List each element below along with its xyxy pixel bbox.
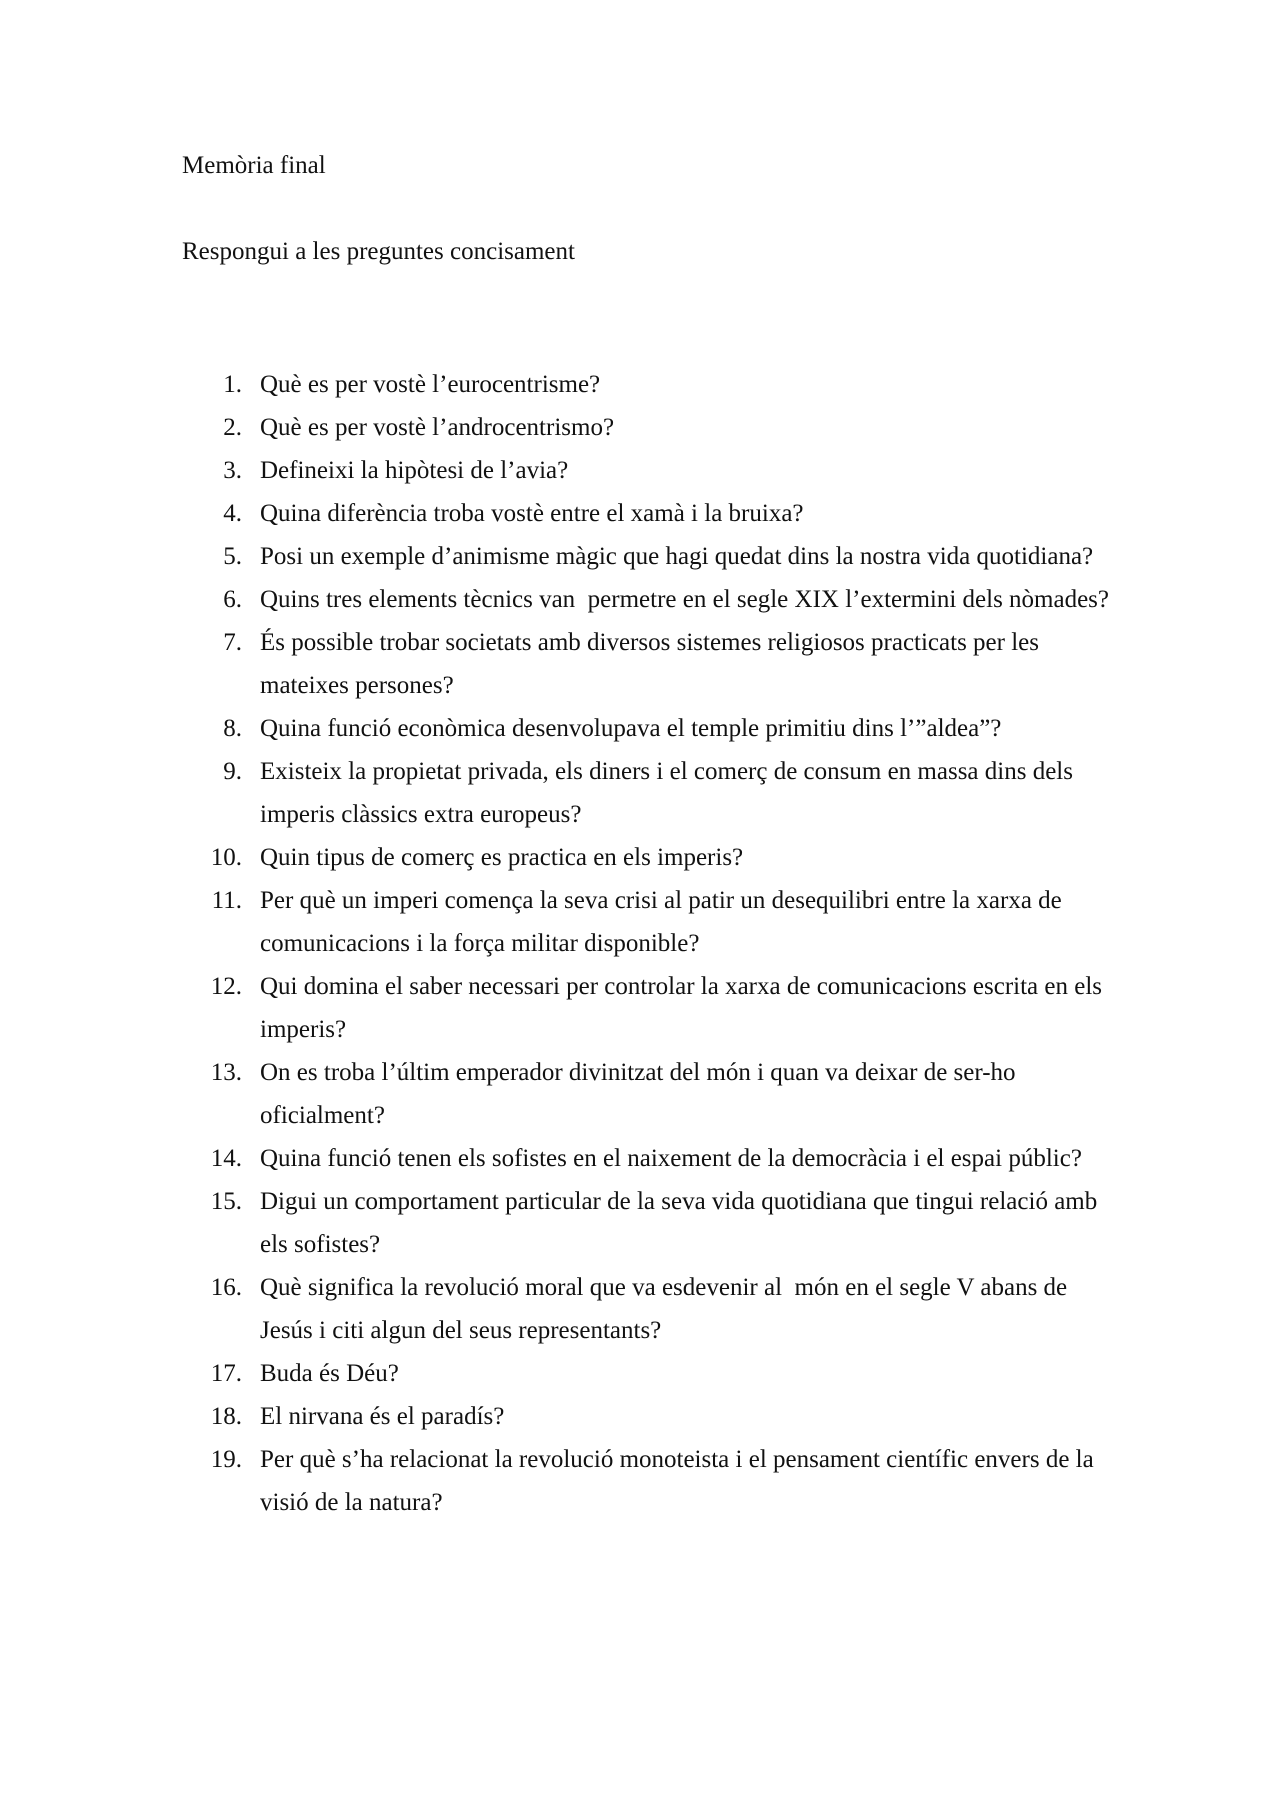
- question-item: [182, 879, 1112, 965]
- question-item: [182, 836, 1112, 879]
- question-number: 15.: [210, 1188, 242, 1215]
- question-item: [182, 1266, 1112, 1352]
- question-number: 10.: [210, 844, 242, 871]
- question-text: Defineixi la hipòtesi de l’avia?: [260, 457, 569, 484]
- question-number: 11.: [211, 887, 242, 914]
- question-item: [182, 1352, 1112, 1395]
- question-text: On es troba l’últim emperador divinitzat del món i quan va deixar de ser-ho oficialment?: [260, 1059, 1022, 1129]
- question-number: 6.: [223, 586, 242, 613]
- question-item: [182, 1051, 1112, 1137]
- question-item: [182, 406, 1112, 449]
- question-text: Quina funció tenen els sofistes en el naixement de la democràcia i el espai públic?: [260, 1145, 1082, 1172]
- question-text: Quina diferència troba vostè entre el xamà i la bruixa?: [260, 500, 804, 527]
- question-text: Qui domina el saber necessari per controlar la xarxa de comunicacions escrita en els imperis?: [260, 973, 1109, 1043]
- question-number: 12.: [210, 973, 242, 1000]
- question-number: 13.: [210, 1059, 242, 1086]
- question-item: [182, 449, 1112, 492]
- question-item: [182, 965, 1112, 1051]
- question-number: 7.: [223, 629, 242, 656]
- question-number: 5.: [223, 543, 242, 570]
- question-number: 1.: [223, 371, 242, 398]
- question-item: [182, 707, 1112, 750]
- question-item: [182, 578, 1112, 621]
- question-text: Buda és Déu?: [260, 1360, 399, 1387]
- question-item: [182, 1438, 1112, 1524]
- question-item: [182, 621, 1112, 707]
- question-number: 9.: [223, 758, 242, 785]
- question-number: 18.: [210, 1403, 242, 1430]
- question-text: Què es per vostè l’androcentrismo?: [260, 414, 615, 441]
- question-text: El nirvana és el paradís?: [260, 1403, 505, 1430]
- question-text: Què es per vostè l’eurocentrisme?: [260, 371, 601, 398]
- question-text: Per què s’ha relacionat la revolució monoteista i el pensament científic envers de la visió de la natura?: [260, 1446, 1100, 1516]
- question-text: Existeix la propietat privada, els diners i el comerç de consum en massa dins dels imperis clàssics extra europeus?: [260, 758, 1080, 828]
- question-number: 19.: [210, 1446, 242, 1473]
- question-text: És possible trobar societats amb diversos sistemes religiosos practicats per les mateixes persones?: [260, 629, 1046, 699]
- question-text: Per què un imperi comença la seva crisi al patir un desequilibri entre la xarxa de comunicacions i la força militar disponible?: [260, 887, 1069, 957]
- question-text: Quina funció econòmica desenvolupava el temple primitiu dins l’”aldea”?: [260, 715, 1002, 742]
- question-number: 4.: [223, 500, 242, 527]
- question-number: 2.: [223, 414, 242, 441]
- question-item: [182, 1137, 1112, 1180]
- question-item: [182, 363, 1112, 406]
- question-list: [182, 363, 1112, 1524]
- question-item: [182, 535, 1112, 578]
- question-item: [182, 750, 1112, 836]
- question-item: [182, 1180, 1112, 1266]
- question-item: [182, 1395, 1112, 1438]
- question-number: 3.: [223, 457, 242, 484]
- question-text: Digui un comportament particular de la seva vida quotidiana que tingui relació amb els sofistes?: [260, 1188, 1104, 1258]
- question-number: 14.: [210, 1145, 242, 1172]
- question-text: Quin tipus de comerç es practica en els imperis?: [260, 844, 744, 871]
- question-number: 17.: [210, 1360, 242, 1387]
- document-instruction: Respongui a les preguntes concisament: [182, 238, 575, 265]
- document-title: Memòria final: [182, 152, 326, 179]
- question-text: Posi un exemple d’animisme màgic que hagi quedat dins la nostra vida quotidiana?: [260, 543, 1094, 570]
- question-text: Què significa la revolució moral que va esdevenir al món en el segle V abans de Jesús i citi algun del seus representants?: [260, 1274, 1074, 1344]
- question-item: [182, 492, 1112, 535]
- question-number: 8.: [223, 715, 242, 742]
- question-number: 16.: [210, 1274, 242, 1301]
- question-text: Quins tres elements tècnics van permetre en el segle XIX l’extermini dels nòmades?: [260, 586, 1110, 613]
